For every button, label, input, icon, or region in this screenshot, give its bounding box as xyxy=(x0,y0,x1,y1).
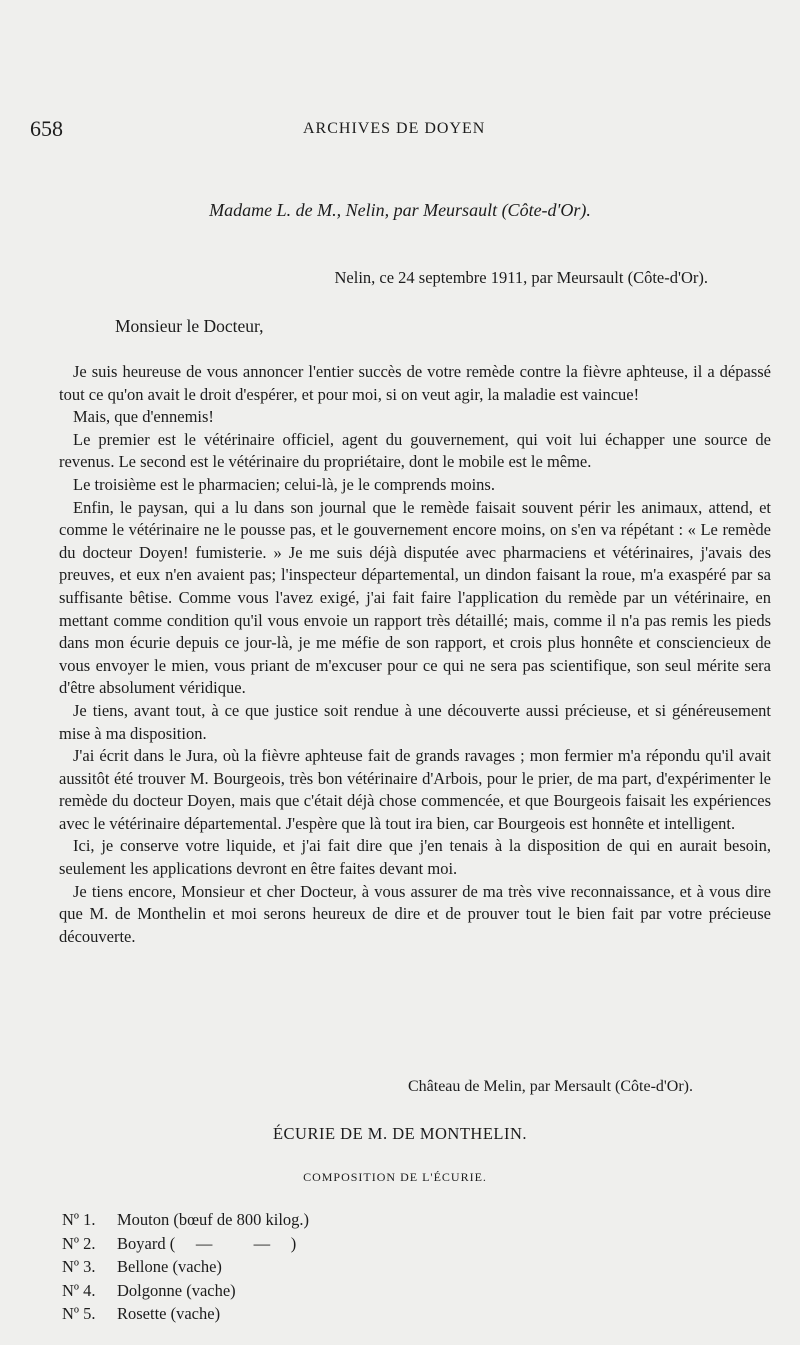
paragraph: Le troisième est le pharmacien; celui-là, je le comprends moins. xyxy=(73,474,495,494)
paragraph: J'ai écrit dans le Jura, où la fièvre aphteuse fait de grands ravages ; mon fermier m'a répondu qu'il avait aussitôt été trouver M. Bourgeois, très bon vétérinaire d'Arbois, pour le prier, de ma part, d'expérimenter le remède du docteur Doyen, mais que c'était déjà chose commencée, et que Bourgeois faisait les expériences avec le vétérinaire départemental. J'espère que là tout ira bien, car Bourgeois est honnête et intelligent. xyxy=(59,746,771,833)
page-number: 658 xyxy=(30,116,63,141)
letter-salutation: Monsieur le Docteur, xyxy=(115,316,264,336)
letter-dateline: Nelin, ce 24 septembre 1911, par Meursault (Côte-d'Or). xyxy=(334,268,708,287)
paragraph: Je suis heureuse de vous annoncer l'entier succès de votre remède contre la fièvre aphteuse, il a dépassé tout ce qu'on avait le droit d'espérer, et pour moi, si on veut agir, la maladie est vaincue! xyxy=(59,362,771,404)
item-number: Nº 4. xyxy=(62,1280,96,1300)
paragraph: Je tiens encore, Monsieur et cher Docteur, à vous assurer de ma très vive reconnaissance, et à vous dire que M. de Monthelin et moi serons heureux de dire et de prouver tout le bien fait par votre précieuse découverte. xyxy=(59,881,771,946)
paragraph: Mais, que d'ennemis! xyxy=(73,407,214,427)
running-head: ARCHIVES DE DOYEN xyxy=(303,120,486,137)
animal-name: Mouton (bœuf de 800 kilog.) xyxy=(117,1210,310,1229)
paragraph: Le premier est le vétérinaire officiel, agent du gouvernement, qui voit lui échapper une source de revenus. Le second est le vétérinaire du propriétaire, dont le mobile est le même. xyxy=(59,429,771,472)
animal-name: Bellone (vache) xyxy=(117,1257,222,1276)
item-number: Nº 1. xyxy=(62,1210,96,1229)
list-item xyxy=(62,1255,309,1279)
paragraph: Enfin, le paysan, qui a lu dans son journal que le remède faisait souvent périr les animaux, attend, et comme le vétérinaire ne le pousse pas, et le gouvernement encore moins, on s'en va répétant : « Le remède du docteur Doyen! fumisterie. » Je me suis déjà disputée avec pharmaciens et vétérinaires, j'avais des preuves, et eux n'en avaient pas; l'inspecteur départemental, un dindon faisant la roue, m'a exaspéré par sa suffisante bêtise. Comme vous l'avez exigé, j'ai fait faire l'application du remède par un vétérinaire, en mettant comme condition qu'il vous envoie un rapport très détaillé; mais, comme il n'a pas remis les pieds dans mon écurie depuis ce jour-là, je me méfie de son rapport, et crois plus honnête et consciencieux de vous envoyer le mien, vous priant de m'excuser pour ce qui ne sera pas scientifique, son seul mérite sera d'être absolument véridique. xyxy=(59,497,771,698)
item-number: Nº 3. xyxy=(62,1257,96,1276)
list-item xyxy=(62,1208,309,1232)
list-item xyxy=(62,1279,309,1303)
section-title: ÉCURIE DE M. DE MONTHELIN. xyxy=(272,1124,528,1143)
herd-list xyxy=(62,1208,309,1326)
list-item xyxy=(62,1232,309,1256)
item-number: Nº 5. xyxy=(62,1304,96,1323)
item-number: Nº 2. xyxy=(62,1233,96,1253)
animal-name: Rosette (vache) xyxy=(117,1304,221,1323)
paragraph: Je tiens, avant tout, à ce que justice soit rendue à une découverte aussi précieuse, et si généreusement mise à ma disposition. xyxy=(59,700,771,743)
letter-body xyxy=(59,361,771,948)
paragraph: Ici, je conserve votre liquide, et j'ai fait dire que j'en tenais à la disposition de qui en aurait besoin, seulement les applications devront en être faites devant moi. xyxy=(59,836,771,879)
letter-heading: Madame L. de M., Nelin, par Meursault (Côte-d'Or). xyxy=(209,200,591,220)
animal-name: Dolgonne (vache) xyxy=(117,1280,236,1300)
animal-name: Boyard ( — — ) xyxy=(117,1233,297,1253)
section-subtitle: COMPOSITION DE L'ÉCURIE. xyxy=(303,1170,487,1184)
letter-closing: Château de Melin, par Mersault (Côte-d'Or). xyxy=(407,1078,693,1095)
page-header xyxy=(30,116,760,146)
list-item xyxy=(62,1302,309,1326)
